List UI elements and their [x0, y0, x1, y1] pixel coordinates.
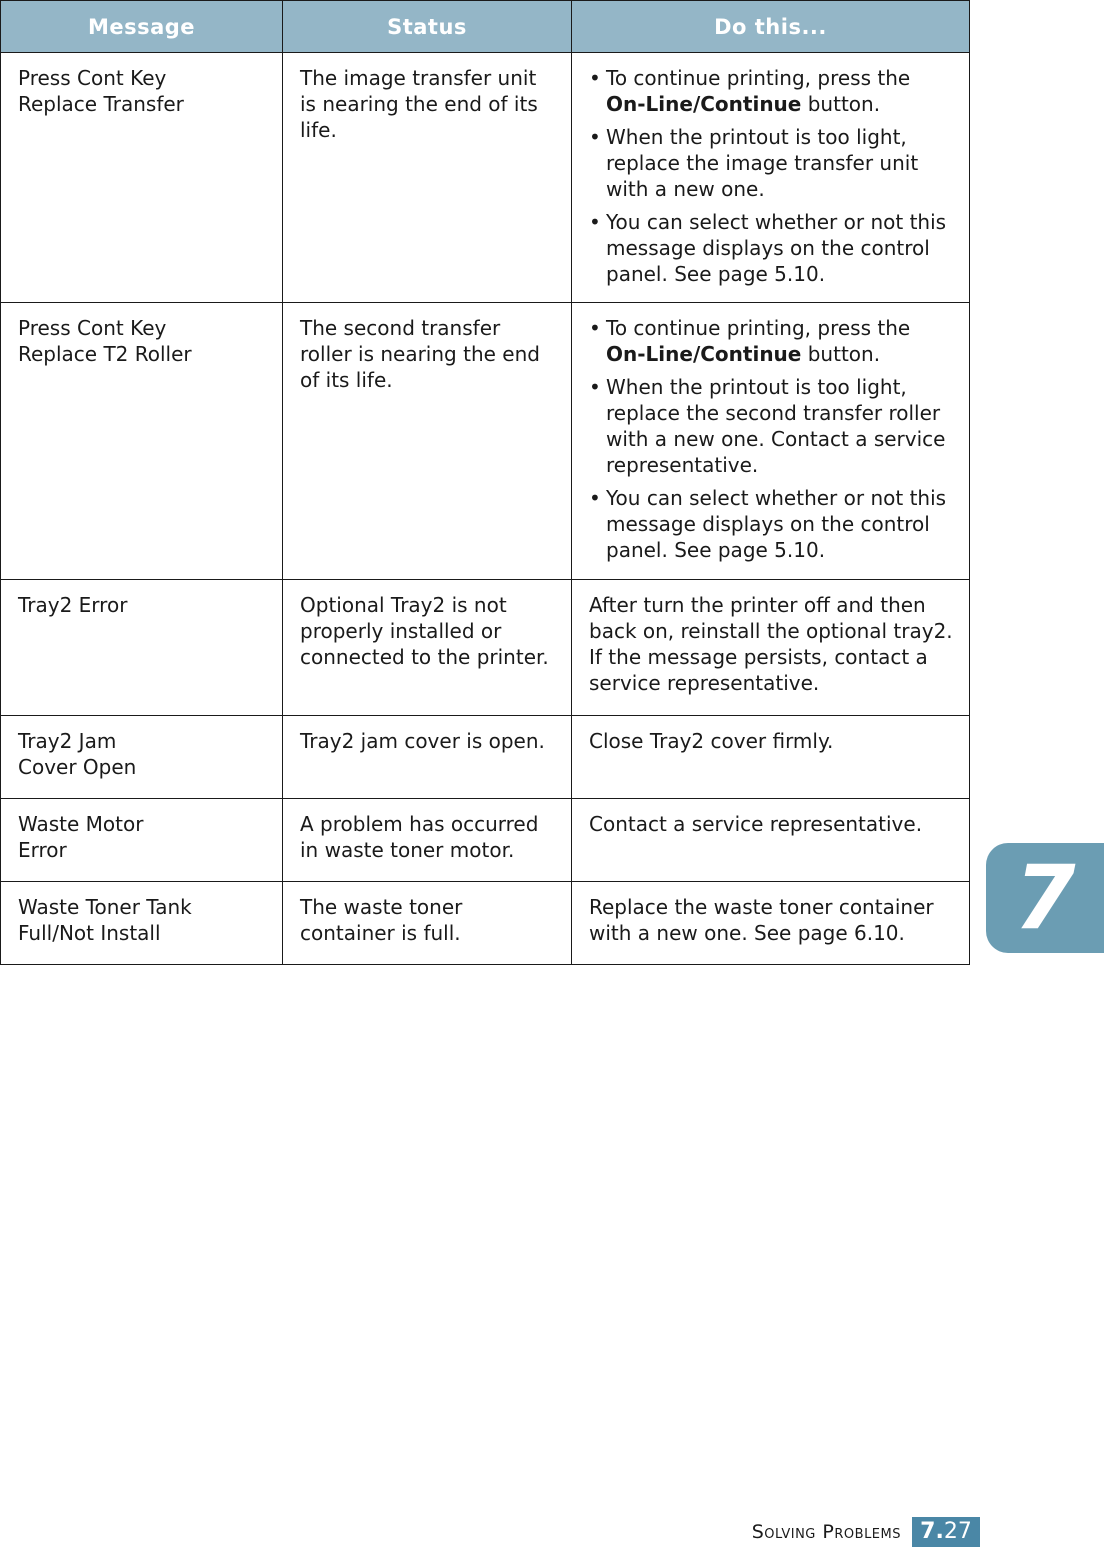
status-cell: A problem has occurred in waste toner motor. [283, 799, 572, 882]
message-cell [1, 716, 283, 799]
page-chapter: 7. [920, 1519, 944, 1544]
message-line: Waste Motor [18, 812, 144, 836]
message-line: Cover Open [18, 755, 137, 779]
message-cell [1, 53, 283, 303]
table-row [1, 580, 970, 716]
chapter-number: 7 [1014, 846, 1076, 949]
message-cell [1, 580, 283, 716]
header-do-this: Do this... [572, 1, 970, 53]
message-line: Tray2 Error [18, 593, 128, 617]
message-line: Press Cont Key [18, 66, 167, 90]
message-line: Replace T2 Roller [18, 342, 192, 366]
action-item: • To continue printing, press the On-Line/Continue button. [589, 65, 953, 117]
status-cell: The image transfer unit is nearing the end of its life. [283, 53, 572, 303]
page-number-badge [912, 1517, 980, 1547]
status-cell: Tray2 jam cover is open. [283, 716, 572, 799]
action-cell: After turn the printer off and then back on, reinstall the optional tray2. If the message persists, contact a service representative. [572, 580, 970, 716]
message-cell [1, 882, 283, 965]
button-name: On-Line/Continue [606, 92, 802, 116]
table-row [1, 303, 970, 580]
table-header-row [1, 1, 970, 53]
message-cell [1, 303, 283, 580]
action-cell [572, 303, 970, 580]
table-row [1, 799, 970, 882]
action-list [589, 315, 953, 563]
action-cell: Close Tray2 cover firmly. [572, 716, 970, 799]
message-cell [1, 799, 283, 882]
table-row [1, 882, 970, 965]
chapter-tab [986, 843, 1104, 953]
message-line: Replace Transfer [18, 92, 184, 116]
action-cell [572, 53, 970, 303]
message-line: Waste Toner Tank [18, 895, 192, 919]
status-cell: The waste toner container is full. [283, 882, 572, 965]
action-list [589, 65, 953, 287]
action-cell: Contact a service representative. [572, 799, 970, 882]
message-line: Full/Not Install [18, 921, 161, 945]
table-row [1, 716, 970, 799]
button-name: On-Line/Continue [606, 342, 802, 366]
table-row [1, 53, 970, 303]
action-item: • When the printout is too light, replace the second transfer roller with a new one. Contact a service representative. [589, 374, 953, 478]
message-line: Tray2 Jam [18, 729, 117, 753]
action-item: • You can select whether or not this message displays on the control panel. See page 5.10. [589, 209, 953, 287]
status-cell: Optional Tray2 is not properly installed or connected to the printer. [283, 580, 572, 716]
action-cell: Replace the waste toner container with a new one. See page 6.10. [572, 882, 970, 965]
footer-section-label [700, 1521, 901, 1543]
page-number: 27 [943, 1519, 972, 1544]
action-item: • When the printout is too light, replace the image transfer unit with a new one. [589, 124, 953, 202]
action-item: • To continue printing, press the On-Line/Continue button. [589, 315, 953, 367]
message-line: Press Cont Key [18, 316, 167, 340]
message-line: Error [18, 838, 67, 862]
footer-section-text: Solving Problems [751, 1521, 901, 1543]
status-cell: The second transfer roller is nearing the end of its life. [283, 303, 572, 580]
header-message: Message [1, 1, 283, 53]
header-status: Status [283, 1, 572, 53]
action-item: • You can select whether or not this message displays on the control panel. See page 5.10. [589, 485, 953, 563]
